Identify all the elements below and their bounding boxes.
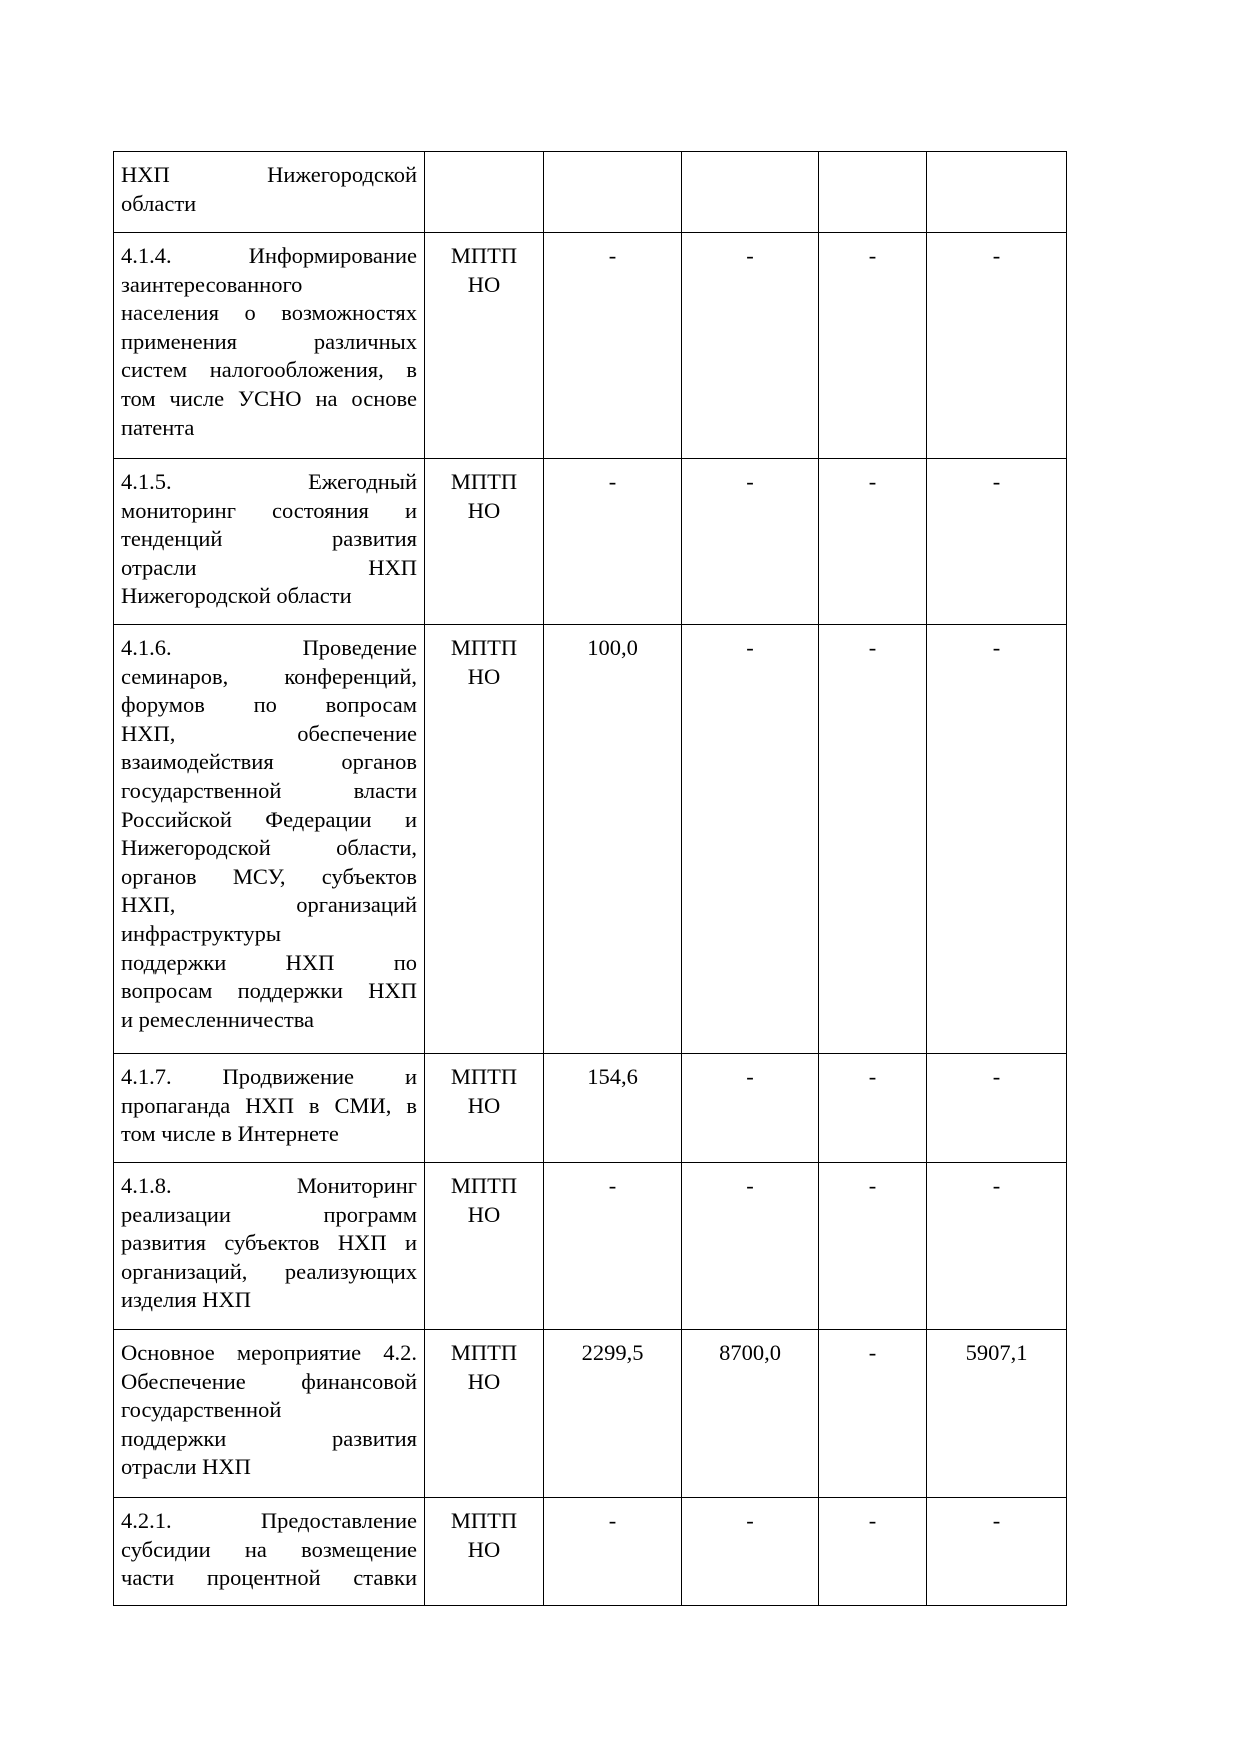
funding-value-v4: - [927, 1498, 1067, 1606]
funding-value-v3: - [819, 233, 927, 459]
executor-line: НО [467, 1092, 501, 1118]
funding-value-v2: 8700,0 [682, 1330, 819, 1498]
funding-value-v1: - [544, 1163, 682, 1330]
activity-name-cell [114, 152, 425, 233]
funding-value-v3: - [819, 1498, 927, 1606]
activity-name-line: инфраструктуры [121, 920, 281, 946]
executor-line: НО [467, 663, 501, 689]
activity-name-line: и ремесленничества [121, 1006, 315, 1032]
funding-value-v1: - [544, 233, 682, 459]
activity-name-line: 4.1.5. Ежегодный [121, 469, 417, 494]
table-row [114, 625, 1067, 1054]
activity-name-line: Обеспечение финансовой [121, 1368, 417, 1394]
activity-name-line: НХП Нижегородской [121, 162, 417, 187]
executor-cell [425, 1330, 544, 1498]
activity-name-line: органов МСУ, субъектов [121, 863, 417, 889]
activity-name-line: НХП, обеспечение [121, 720, 417, 746]
activity-name-line: 4.2.1. Предоставление [121, 1508, 417, 1533]
activity-name-line: том числе в Интернете [121, 1121, 339, 1147]
activity-name-line: семинаров, конференций, [121, 663, 417, 689]
executor-cell [425, 1054, 544, 1163]
activity-name-cell [114, 1330, 425, 1498]
executor-line: НО [467, 497, 501, 523]
funding-value-v4: - [927, 1163, 1067, 1330]
table-row [114, 459, 1067, 625]
activity-name-line: развития субъектов НХП и [121, 1230, 417, 1256]
activity-name-line: организаций, реализующих [121, 1258, 417, 1284]
executor-line: МПТП [450, 1340, 518, 1365]
activity-name-line: государственной [121, 1397, 282, 1423]
funding-value-v3: - [819, 1054, 927, 1163]
activity-name-cell [114, 1498, 425, 1606]
activity-name-line: систем налогообложения, в [121, 357, 417, 383]
activity-name-line: тенденций развития [121, 526, 417, 552]
activity-name-cell [114, 1163, 425, 1330]
activity-name-cell [114, 459, 425, 625]
activity-name-line: реализации программ [121, 1201, 417, 1227]
executor-line: НО [467, 1368, 501, 1394]
funding-value-v2: - [682, 233, 819, 459]
funding-value-v3 [819, 152, 927, 233]
executor-cell [425, 233, 544, 459]
funding-value-v1: - [544, 1498, 682, 1606]
activity-name-line: поддержки НХП по [121, 949, 417, 975]
funding-value-v1: - [544, 459, 682, 625]
activity-name-line: пропаганда НХП в СМИ, в [121, 1092, 417, 1118]
executor-line: МПТП [450, 1508, 518, 1533]
executor-cell [425, 1163, 544, 1330]
funding-value-v4: - [927, 1054, 1067, 1163]
activity-name-line: НХП, организаций [121, 892, 417, 918]
activity-name-cell [114, 625, 425, 1054]
activity-name-line: 4.1.7. Продвижение и [121, 1064, 417, 1089]
activity-name-line: Нижегородской области, [121, 835, 417, 861]
executor-cell [425, 459, 544, 625]
funding-value-v4: - [927, 625, 1067, 1054]
executor-line: МПТП [450, 1173, 518, 1198]
funding-value-v2: - [682, 1498, 819, 1606]
activity-name-line: Основное мероприятие 4.2. [121, 1340, 417, 1365]
funding-value-v1: 100,0 [544, 625, 682, 1054]
activity-name-line: 4.1.6. Проведение [121, 635, 417, 660]
activity-name-line: форумов по вопросам [121, 692, 417, 718]
table-row [114, 1330, 1067, 1498]
funding-value-v3: - [819, 1163, 927, 1330]
activity-name-line: населения о возможностях [121, 300, 417, 326]
activity-name-line: вопросам поддержки НХП [121, 978, 417, 1004]
executor-line: НО [467, 1201, 501, 1227]
activity-name-line: области [121, 190, 197, 216]
activity-name-line: мониторинг состояния и [121, 497, 417, 523]
activity-name-cell [114, 233, 425, 459]
executor-line: НО [467, 1536, 501, 1562]
activity-name-line: отрасли НХП [121, 1454, 251, 1480]
activity-name-line: 4.1.4. Информирование [121, 243, 417, 268]
funding-value-v1: 154,6 [544, 1054, 682, 1163]
activity-name-line: 4.1.8. Мониторинг [121, 1173, 417, 1198]
executor-line: НО [467, 271, 501, 297]
executor-cell [425, 152, 544, 233]
activity-name-line: применения различных [121, 328, 417, 354]
activity-name-line: Российской Федерации и [121, 806, 417, 832]
funding-value-v4 [927, 152, 1067, 233]
executor-line: МПТП [450, 469, 518, 494]
activity-name-line: отрасли НХП [121, 554, 417, 580]
funding-value-v1: 2299,5 [544, 1330, 682, 1498]
table-row [114, 1163, 1067, 1330]
funding-value-v3: - [819, 459, 927, 625]
activity-name-line: государственной власти [121, 777, 417, 803]
funding-value-v2: - [682, 1163, 819, 1330]
activity-name-cell [114, 1054, 425, 1163]
activity-name-line: взаимодействия органов [121, 749, 417, 775]
funding-value-v2 [682, 152, 819, 233]
activity-name-line: заинтересованного [121, 271, 303, 297]
funding-value-v1 [544, 152, 682, 233]
activity-name-line: субсидии на возмещение [121, 1536, 417, 1562]
executor-cell [425, 625, 544, 1054]
funding-value-v4: - [927, 459, 1067, 625]
funding-value-v4: 5907,1 [927, 1330, 1067, 1498]
activity-name-line: изделия НХП [121, 1287, 251, 1313]
activity-name-line: части процентной ставки [121, 1565, 417, 1591]
funding-value-v3: - [819, 625, 927, 1054]
program-activities-table [113, 151, 1067, 1606]
activity-name-line: патента [121, 414, 195, 440]
table-row [114, 152, 1067, 233]
funding-value-v2: - [682, 459, 819, 625]
funding-value-v4: - [927, 233, 1067, 459]
table-row [114, 233, 1067, 459]
funding-value-v3: - [819, 1330, 927, 1498]
funding-value-v2: - [682, 625, 819, 1054]
table-row [114, 1054, 1067, 1163]
executor-line: МПТП [450, 243, 518, 268]
activity-name-line: Нижегородской области [121, 583, 352, 609]
activity-name-line: поддержки развития [121, 1425, 417, 1451]
funding-value-v2: - [682, 1054, 819, 1163]
activity-name-line: том числе УСНО на основе [121, 385, 417, 411]
table-row [114, 1498, 1067, 1606]
executor-line: МПТП [450, 1064, 518, 1089]
executor-line: МПТП [450, 635, 518, 660]
executor-cell [425, 1498, 544, 1606]
